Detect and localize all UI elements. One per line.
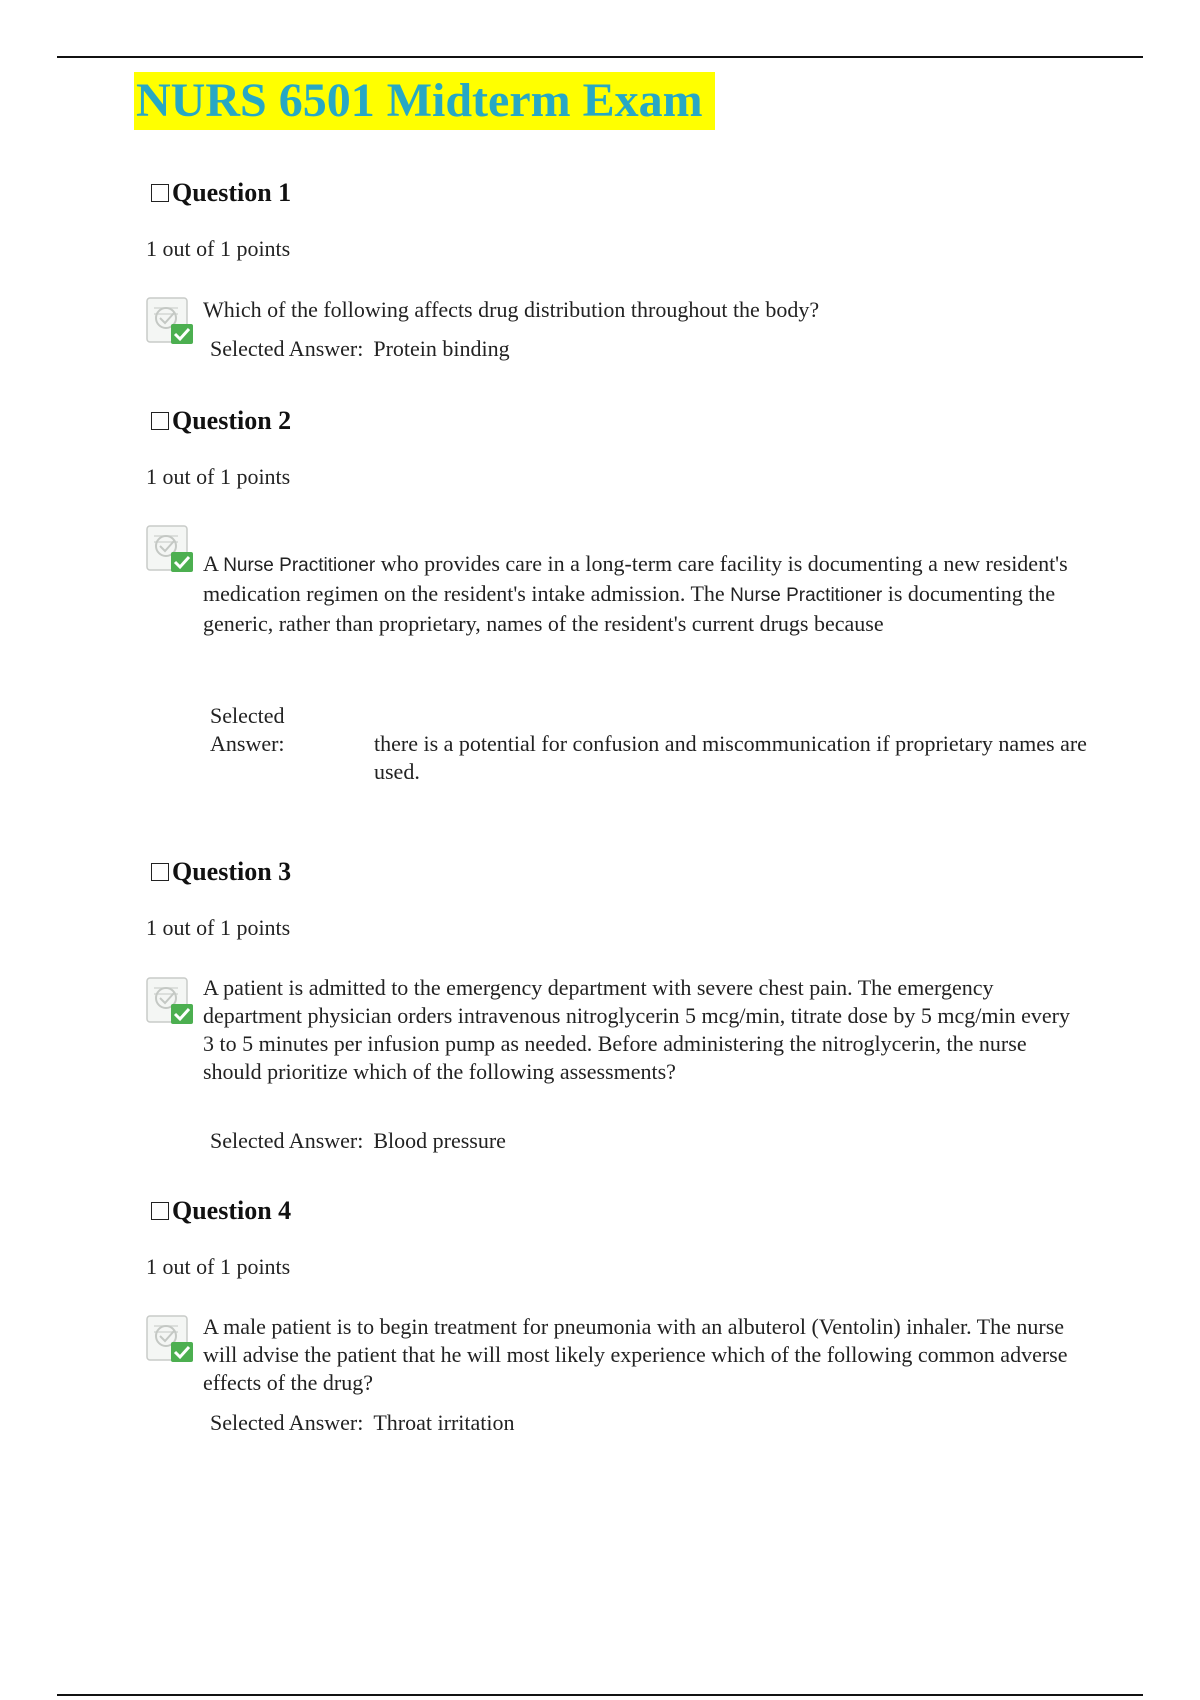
question-3-answer: Blood pressure <box>373 1128 506 1153</box>
question-4-title: Question 4 <box>172 1196 292 1225</box>
question-2-text <box>203 550 1083 638</box>
question-1-heading <box>151 178 291 208</box>
checkbox-outline-icon <box>151 863 169 881</box>
selected-answer-label: Selected Answer: <box>210 1410 364 1435</box>
correct-checkmark-icon <box>144 294 198 348</box>
question-2-heading <box>151 406 291 436</box>
question-4-points: 1 out of 1 points <box>146 1254 291 1279</box>
question-2-text-part: Nurse Practitioner <box>730 585 883 606</box>
top-rule <box>57 56 1143 58</box>
question-3-points: 1 out of 1 points <box>146 915 291 940</box>
question-1-points: 1 out of 1 points <box>146 236 291 261</box>
question-2-title: Question 2 <box>172 406 292 435</box>
correct-checkmark-icon <box>144 522 198 576</box>
question-1-answer: Protein binding <box>373 336 510 361</box>
question-2-answer: there is a potential for confusion and miscommunication if proprietary names are used. <box>374 731 1087 784</box>
checkbox-outline-icon <box>151 184 169 202</box>
selected-label-line-2: Answer: <box>210 731 285 756</box>
question-1-title: Question 1 <box>172 178 292 207</box>
checkbox-outline-icon <box>151 412 169 430</box>
question-2-text-part: who provides care in a long-term care facility is documenting a new resident's medication regimen on the resident's intake admission. The <box>203 551 1068 606</box>
selected-label-line-1: Selected <box>210 703 285 728</box>
selected-answer-label: Selected Answer: <box>210 1128 364 1153</box>
title-highlight <box>134 72 715 130</box>
question-3-heading <box>151 857 291 887</box>
selected-answer-label <box>210 702 330 758</box>
correct-checkmark-icon <box>144 974 198 1028</box>
bottom-rule <box>57 1694 1143 1696</box>
question-4-heading <box>151 1196 291 1226</box>
question-3-selected-answer <box>210 1128 506 1154</box>
question-2-text-part: A <box>203 551 224 576</box>
question-4-text: A male patient is to begin treatment for pneumonia with an albuterol (Ventolin) inhaler. The nurse will advise the patient that he will most likely experience which of the following common adverse effects of the drug? <box>203 1314 1068 1395</box>
question-2-text-part: is documenting the generic, rather than proprietary, names of the resident's current drugs because <box>203 581 1056 636</box>
question-2-text-part: Nurse Practitioner <box>223 555 376 576</box>
question-2-points: 1 out of 1 points <box>146 464 291 489</box>
question-1-text: Which of the following affects drug distribution throughout the body? <box>203 297 820 322</box>
question-3-title: Question 3 <box>172 857 292 886</box>
page-title: NURS 6501 Midterm Exam <box>136 74 703 127</box>
question-4-answer: Throat irritation <box>373 1410 515 1435</box>
correct-checkmark-icon <box>144 1312 198 1366</box>
checkbox-outline-icon <box>151 1202 169 1220</box>
selected-answer-label: Selected Answer: <box>210 336 364 361</box>
question-3-text: A patient is admitted to the emergency department with severe chest pain. The emergency department physician orders intravenous nitroglycerin 5 mcg/min, titrate dose by 5 mcg/min every 3 to 5 minutes per infusion pump as needed. Before administering the nitroglycerin, the nurse should prioritize which of the following assessments? <box>203 975 1070 1084</box>
question-4-selected-answer <box>210 1410 514 1436</box>
question-1-selected-answer <box>210 336 510 362</box>
